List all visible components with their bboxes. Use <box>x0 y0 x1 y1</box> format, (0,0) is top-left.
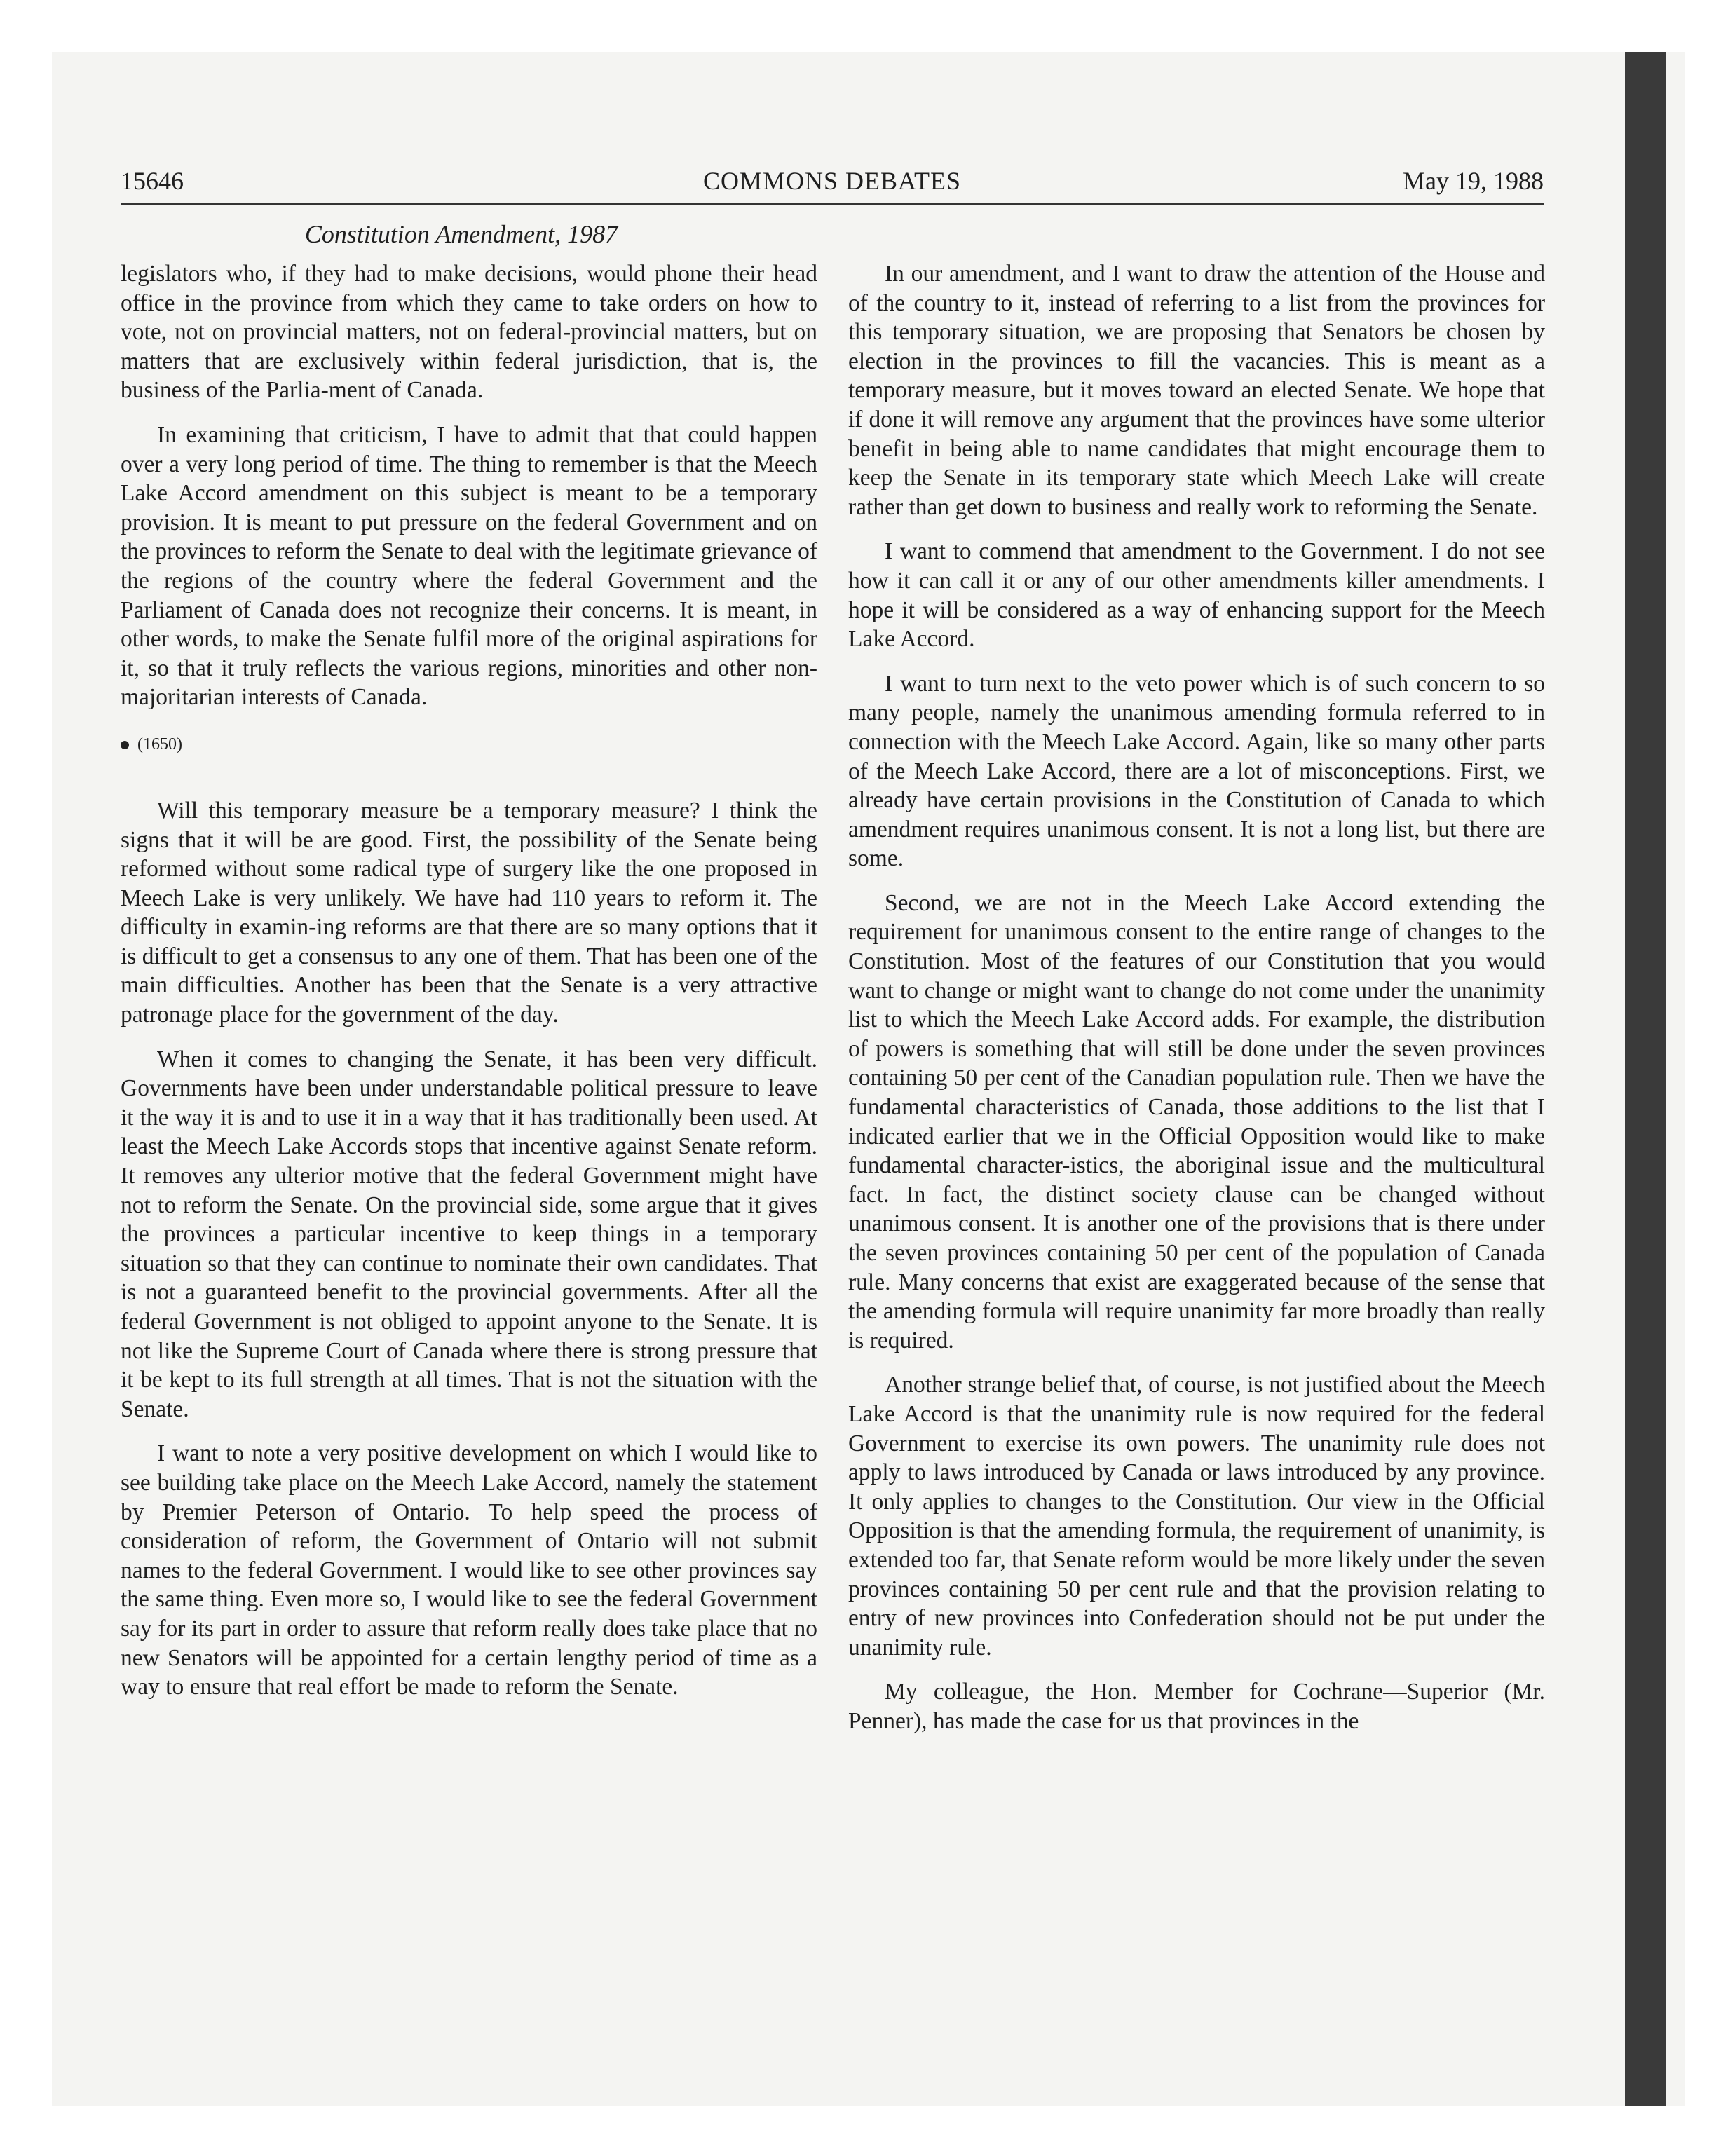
paragraph: I want to note a very positive development on which I would like to see building take place on the Meech Lake Accord, namely the statement by Premier Peterson of Ontario. To help speed the process of consideration of reform, the Government of Ontario will not submit names to the federal Government. I would like to see other provinces say the same thing. Even more so, I would like to see the federal Government say for its part in order to assure that reform really does take place that no new Senators will be appointed for a certain lengthy period of time as a way to ensure that real effort be made to reform the Senate. <box>121 1440 817 1700</box>
paragraph: legislators who, if they had to make decisions, would phone their head office in the province from which they came to take orders on how to vote, not on provincial matters, not on federal-provincial matters, but on matters that are exclusively within federal jurisdiction, that is, the business of the Parlia-ment of Canada. <box>121 261 817 404</box>
header-date: May 19, 1988 <box>1403 167 1544 195</box>
paragraph: In our amendment, and I want to draw the attention of the House and of the country to it, instead of referring to a list from the provinces for this temporary situation, we are proposing that Senators be chosen by election in the provinces to fill the vacancies. This is meant as a temporary measure, but it moves toward an elected Senate. We hope that if done it will remove any argument that the provinces have some ulterior benefit in being able to name candidates that might encourage them to keep the Senate in its temporary state which Meech Lake will create rather than get down to business and really work to reforming the Senate. <box>848 261 1545 520</box>
publication-title: COMMONS DEBATES <box>702 167 962 195</box>
right-column <box>848 259 1545 1752</box>
paragraph: When it comes to changing the Senate, it has been very difficult. Governments have been under understandable political pressure to leave it the way it is and to use it in a way that it has traditionally been used. At least the Meech Lake Accords stops that incentive against Senate reform. It removes any ulterior motive that the federal Government might have not to reform the Senate. On the provincial side, some argue that it gives the provinces a particular incentive to keep things in a temporary situation so that they can continue to nominate their own candidates. That is not a guaranteed benefit to the provincial governments. After all the federal Government is not obliged to appoint anyone to the Senate. It is not like the Supreme Court of Canada where there is strong pressure that it be kept to its full strength at all times. That is not the situation with the Senate. <box>121 1046 817 1422</box>
bullet-icon <box>121 741 129 749</box>
section-title: Constitution Amendment, 1987 <box>304 220 618 248</box>
left-column <box>121 259 817 1717</box>
paragraph: I want to commend that amendment to the Government. I do not see how it can call it or any of our other amendments killer amendments. I hope it will be considered as a way of enhancing support for the Meech Lake Accord. <box>848 538 1545 653</box>
running-header <box>121 165 1544 205</box>
paragraph: My colleague, the Hon. Member for Cochrane—Superior (Mr. Penner), has made the case for us that provinces in the <box>848 1679 1545 1734</box>
page-edge-shadow <box>1625 52 1666 2106</box>
paragraph: Will this temporary measure be a temporary measure? I think the signs that it will be are good. First, the possibility of the Senate being reformed without some radical type of surgery like the one proposed in Meech Lake is very unlikely. We have had 110 years to reform it. The difficulty in examin-ing reforms are that there are so many options that it is difficult to get a consensus to any one of them. That has been one of the main difficulties. Another has been that the Senate is a very attractive patronage place for the government of the day. <box>121 797 817 1028</box>
paragraph: In examining that criticism, I have to admit that that could happen over a very long period of time. The thing to remember is that the Meech Lake Accord amendment on this subject is meant to be a temporary provision. It is meant to put pressure on the federal Government and on the provinces to reform the Senate to deal with the legitimate grievance of the regions of the country where the federal Government and the Parliament of Canada does not recognize their concerns. It is meant, in other words, to make the Senate fulfil more of the original aspirations for it, so that it truly reflects the various regions, minorities and other non-majoritarian interests of Canada. <box>121 421 817 711</box>
paragraph: I want to turn next to the veto power which is of such concern to so many people, namely the unanimous amending formula referred to in connection with the Meech Lake Accord. Again, like so many other parts of the Meech Lake Accord, there are a lot of misconceptions. First, we already have certain provisions in the Constitution of Canada to which amendment requires unanimous consent. It is not a long list, but there are some. <box>848 670 1545 872</box>
paragraph: Another strange belief that, of course, is not justified about the Meech Lake Accord is that the unanimity rule is now required for the federal Government to exercise its own powers. The unanimity rule does not apply to laws introduced by Canada or laws introduced by any province. It only applies to changes to the Constitution. Our view in the Official Opposition is that the amending formula, the requirement of unanimity, is extended too far, that Senate reform would be more likely under the seven provinces containing 50 per cent rule and that the provision relating to entry of new provinces into Confederation should not be put under the unanimity rule. <box>848 1372 1545 1660</box>
page-number: 15646 <box>121 167 184 195</box>
time-marker <box>121 733 817 756</box>
time-marker-label: (1650) <box>137 735 182 753</box>
paragraph: Second, we are not in the Meech Lake Accord extending the requirement for unanimous consent to the entire range of changes to the Constitution. Most of the features of our Constitution that you would want to change or might want to change do not come under the unanimity list to which the Meech Lake Accord adds. For example, the distribution of powers is something that will still be done under the seven provinces containing 50 per cent of the Canadian population rule. Then we have the fundamental characteristics of Canada, those additions to the list that I indicated earlier that we in the Official Opposition would like to make fundamental character-istics, the aboriginal issue and the multicultural fact. In fact, the distinct society clause can be changed without unanimous consent. It is another one of the provisions that is there under the seven provinces containing 50 per cent of the population of Canada rule. Many concerns that exist are exaggerated because of the sense that the amending formula will require unanimity far more broadly than really is required. <box>848 889 1545 1353</box>
